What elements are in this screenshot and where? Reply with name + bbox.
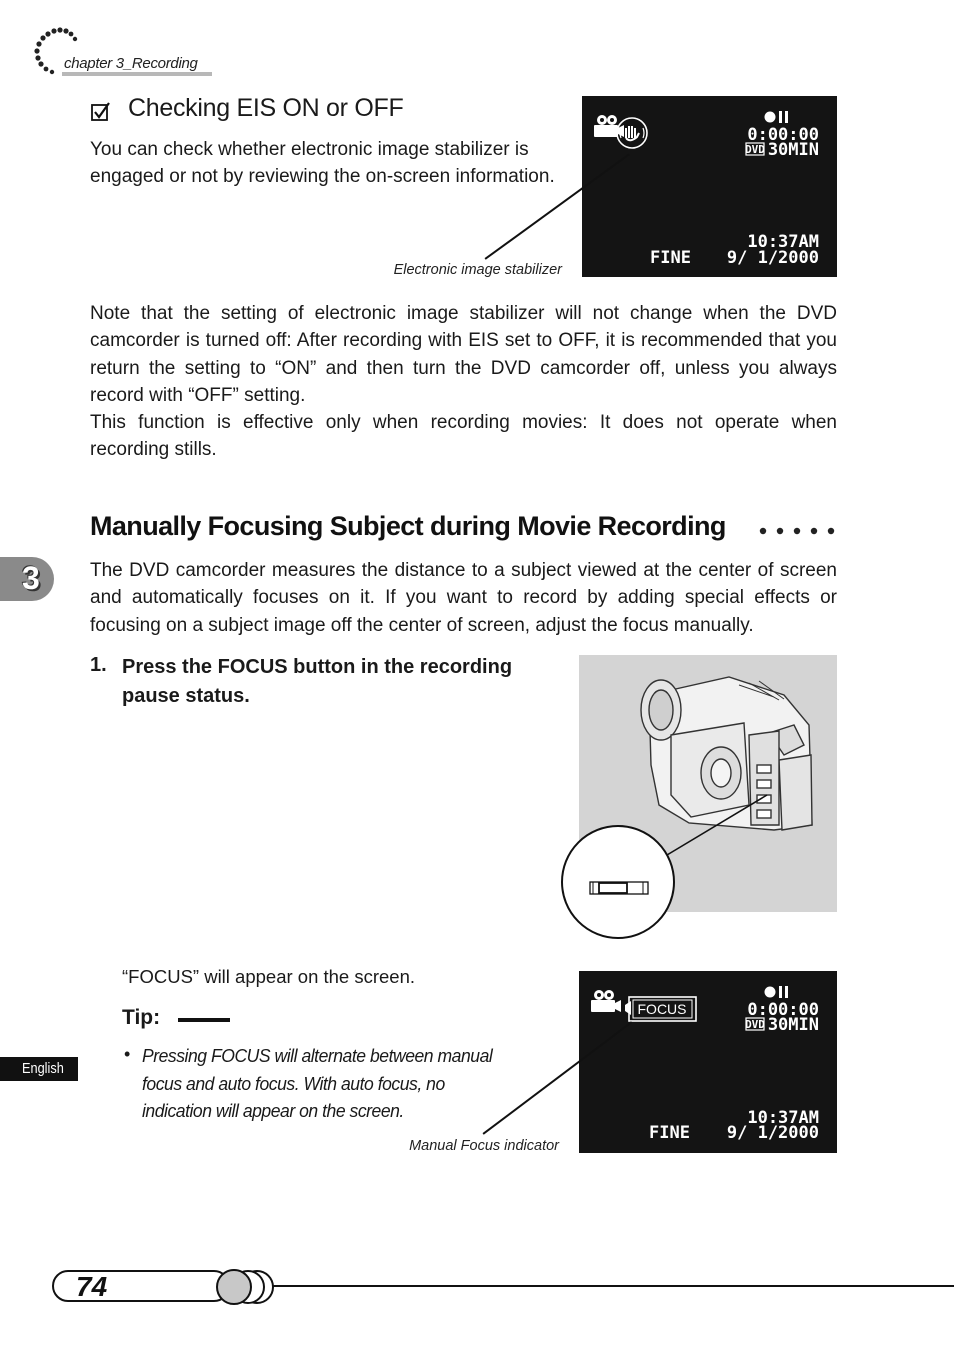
eis-screen-image bbox=[582, 96, 837, 277]
step-text: Press the FOCUS button in the recording pause status. bbox=[122, 656, 513, 707]
heading-dots-decoration bbox=[758, 523, 844, 544]
chapter-tab bbox=[0, 557, 54, 601]
focus-result-text: “FOCUS” will appear on the screen. bbox=[122, 966, 416, 987]
language-tab bbox=[0, 1057, 78, 1081]
focus-heading: Manually Focusing Subject during Movie Recording bbox=[90, 511, 726, 541]
focus-indicator-label: FOCUS bbox=[637, 1001, 687, 1017]
tip-bullet: • bbox=[124, 1044, 131, 1064]
record-pause-icon bbox=[765, 111, 789, 123]
focus-remaining: 30MIN bbox=[767, 1015, 819, 1035]
focus-button-icon bbox=[563, 827, 673, 937]
focus-figure-caption: Manual Focus indicator bbox=[409, 1138, 559, 1154]
eis-intro: You can check whether electronic image stabilizer is engaged or not by reviewing the on-screen information. bbox=[90, 139, 555, 188]
tip-rule bbox=[178, 1018, 230, 1022]
eis-remaining: 30MIN bbox=[767, 140, 819, 160]
chapter-label-underline bbox=[62, 72, 212, 76]
focus-intro: The DVD camcorder measures the distance to a subject viewed at the center of screen and automatically focuses on it. If you want to record by adding special effects or focusing on a subject image off the center of screen, adjust the focus manually. bbox=[90, 560, 837, 636]
language-label: English bbox=[22, 1060, 64, 1077]
record-pause-icon bbox=[765, 986, 789, 998]
eis-date: 9/ 1/2000 bbox=[726, 248, 819, 268]
focus-disc-label: DVD bbox=[745, 1018, 765, 1031]
camera-mode-icon bbox=[591, 990, 621, 1012]
eis-note-1: Note that the setting of electronic image stabilizer will not change when the DVD camcorder is turned off: After recording with EIS set to OFF, it is recommended that you return the setting to “ON” and then turn the DVD camcorder off, unless you always record with “OFF” setting. bbox=[90, 303, 837, 406]
tip-text: Pressing FOCUS will alternate between manual focus and auto focus. With auto focus, no indication will appear on the screen. bbox=[142, 1045, 493, 1121]
tip-label: Tip: bbox=[122, 1006, 161, 1029]
chapter-tab-number: 3 bbox=[22, 560, 40, 596]
eis-disc-label: DVD bbox=[745, 143, 765, 156]
focus-hand-icon bbox=[625, 1001, 631, 1015]
page-number: 74 bbox=[76, 1271, 108, 1302]
step-number: 1. bbox=[90, 654, 107, 676]
page-number-badge bbox=[52, 1270, 230, 1302]
eis-heading: Checking EIS ON or OFF bbox=[128, 94, 404, 122]
eis-time-counter: 0:00:00 bbox=[747, 125, 819, 145]
checkbox-icon bbox=[90, 101, 112, 128]
eis-figure-caption: Electronic image stabilizer bbox=[393, 262, 562, 278]
footer-circles-decoration bbox=[212, 1267, 282, 1312]
footer-rule bbox=[230, 1285, 954, 1287]
eis-note-2: This function is effective only when recording movies: It does not operate when recording stills. bbox=[90, 412, 837, 461]
focus-date: 9/ 1/2000 bbox=[726, 1123, 819, 1143]
eis-quality: FINE bbox=[650, 248, 691, 268]
focus-clock: 10:37AM bbox=[747, 1108, 819, 1128]
focus-screen-image bbox=[579, 971, 837, 1153]
eis-clock: 10:37AM bbox=[747, 232, 819, 252]
focus-button-zoom-circle bbox=[561, 825, 675, 939]
focus-time-counter: 0:00:00 bbox=[747, 1000, 819, 1020]
focus-quality: FINE bbox=[649, 1123, 690, 1143]
chapter-label: chapter 3_Recording bbox=[64, 55, 198, 72]
